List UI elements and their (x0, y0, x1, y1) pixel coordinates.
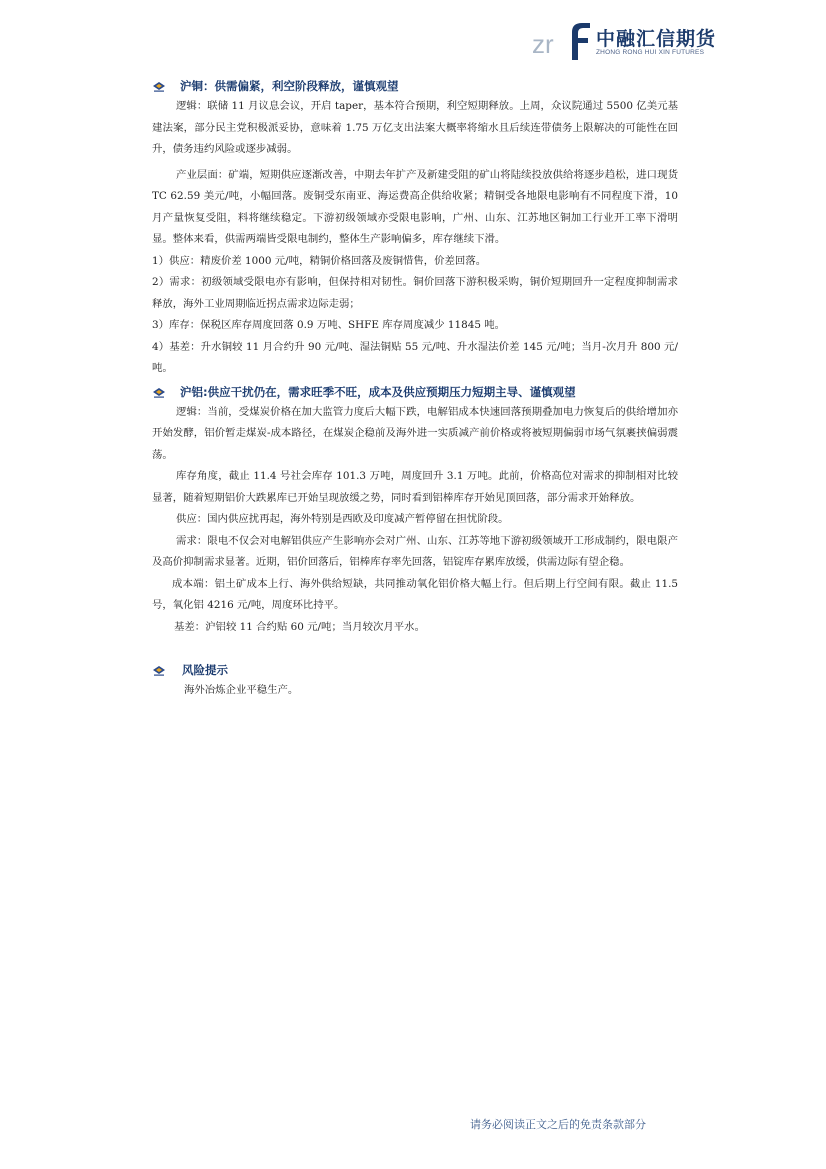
copper-logic: 逻辑：联储 11 月议息会议，开启 taper，基本符合预期，利空短期释放。上周，众议院通过 5500 亿美元基建法案，部分民主党积极派妥协，意味着 1.75 万亿支出法案大概率将缩水且后续连带债务上限解决的可能性在回升，债务违约风险或逐步减弱。 (152, 100, 678, 155)
section-title: 沪铝:供应干扰仍在，需求旺季不旺，成本及供应预期压力短期主导、谨慎观望 (180, 384, 576, 399)
svg-text:zr: zr (532, 29, 554, 59)
aluminum-cost: 成本端：铝土矿成本上行、海外供给短缺，共同推动氧化铝价格大幅上行。但后期上行空间有限。截止 11.5 号，氧化铝 4216 元/吨，周度环比持平。 (152, 577, 678, 611)
section-title: 沪铜：供需偏紧，利空阶段释放，谨慎观望 (180, 79, 399, 93)
diamond-bullet-icon (152, 80, 166, 92)
aluminum-supply: 供应：国内供应扰再起，海外特别是西欧及印度减产暂停留在担忧阶段。 (176, 513, 509, 525)
diamond-bullet-icon (152, 664, 166, 676)
aluminum-logic: 逻辑：当前，受煤炭价格在加大监管力度后大幅下跌，电解铝成本快速回落预期叠加电力恢复后的供给增加亦开始发酵，铝价暂走煤炭-成本路径，在煤炭企稳前及海外进一实质减产前价格或将被短期偏弱市场气氛裹挟偏弱震荡。 (152, 405, 678, 461)
section-heading-aluminum (152, 382, 678, 402)
aluminum-basis: 基差：沪铝较 11 合约贴 60 元/吨；当月较次月平水。 (174, 620, 425, 633)
risk-text: 海外冶炼企业平稳生产。 (184, 684, 299, 696)
section-heading-copper (152, 76, 678, 96)
zrf-logo-mark (532, 20, 596, 62)
copper-supply: 1）供应：精废价差 1000 元/吨，精铜价格回落及废铜惜售，价差回落。 (152, 254, 487, 267)
aluminum-demand: 需求：限电不仅会对电解铝供应产生影响亦会对广州、山东、江苏等地下游初级领域开工形成制约，限电限产及高价抑制需求显著。近期，铝价回落后，铝棒库存率先回落，铝锭库存累库放缓，供需边际有望企稳。 (152, 534, 678, 568)
copper-demand: 2）需求：初级领域受限电亦有影响，但保持相对韧性。铜价回落下游积极采购，铜价短期回升一定程度抑制需求释放，海外工业周期临近拐点需求边际走弱； (152, 276, 678, 310)
company-logo (532, 20, 722, 62)
copper-basis: 4）基差：升水铜较 11 月合约升 90 元/吨、湿法铜贴 55 元/吨、升水湿法价差 145 元/吨；当月-次月升 800 元/吨。 (152, 340, 678, 374)
copper-industry: 产业层面：矿端，短期供应逐渐改善，中期去年扩产及新建受阻的矿山将陆续投放供给将逐步趋松，进口现货 TC 62.59 美元/吨，小幅回落。废铜受东南亚、海运费高企供给收紧；精铜受各地限电影响有不同程度下滑，10 月产量恢复受阻，料将继续稳定。下游初级领域亦受限电影响，广州、山东、江苏地区铜加工行业开工率下滑明显。整体来看，供需两端皆受限电制约，整体生产影响偏多，库存继续下滑。 (152, 168, 678, 245)
footer-disclaimer: 请务必阅读正文之后的免责条款部分 (470, 1118, 646, 1131)
copper-inventory: 3）库存：保税区库存周度回落 0.9 万吨、SHFE 库存周度减少 11845 吨。 (152, 319, 506, 331)
section-heading-risk (152, 660, 678, 680)
logo-name-en: ZHONG RONG HUI XIN FUTURES (596, 49, 705, 56)
aluminum-inventory: 库存角度，截止 11.4 号社会库存 101.3 万吨，周度回升 3.1 万吨。此前，价格高位对需求的抑制相对比较显著，随着短期铝价大跌累库已开始呈现放缓之势，同时看到铝棒库存开始见顶回落，部分需求开始释放。 (152, 470, 678, 504)
logo-name-cn: 中融汇信期货 (596, 28, 717, 50)
report-body (152, 74, 678, 701)
section-title: 风险提示 (182, 663, 228, 677)
diamond-bullet-icon (152, 386, 166, 398)
